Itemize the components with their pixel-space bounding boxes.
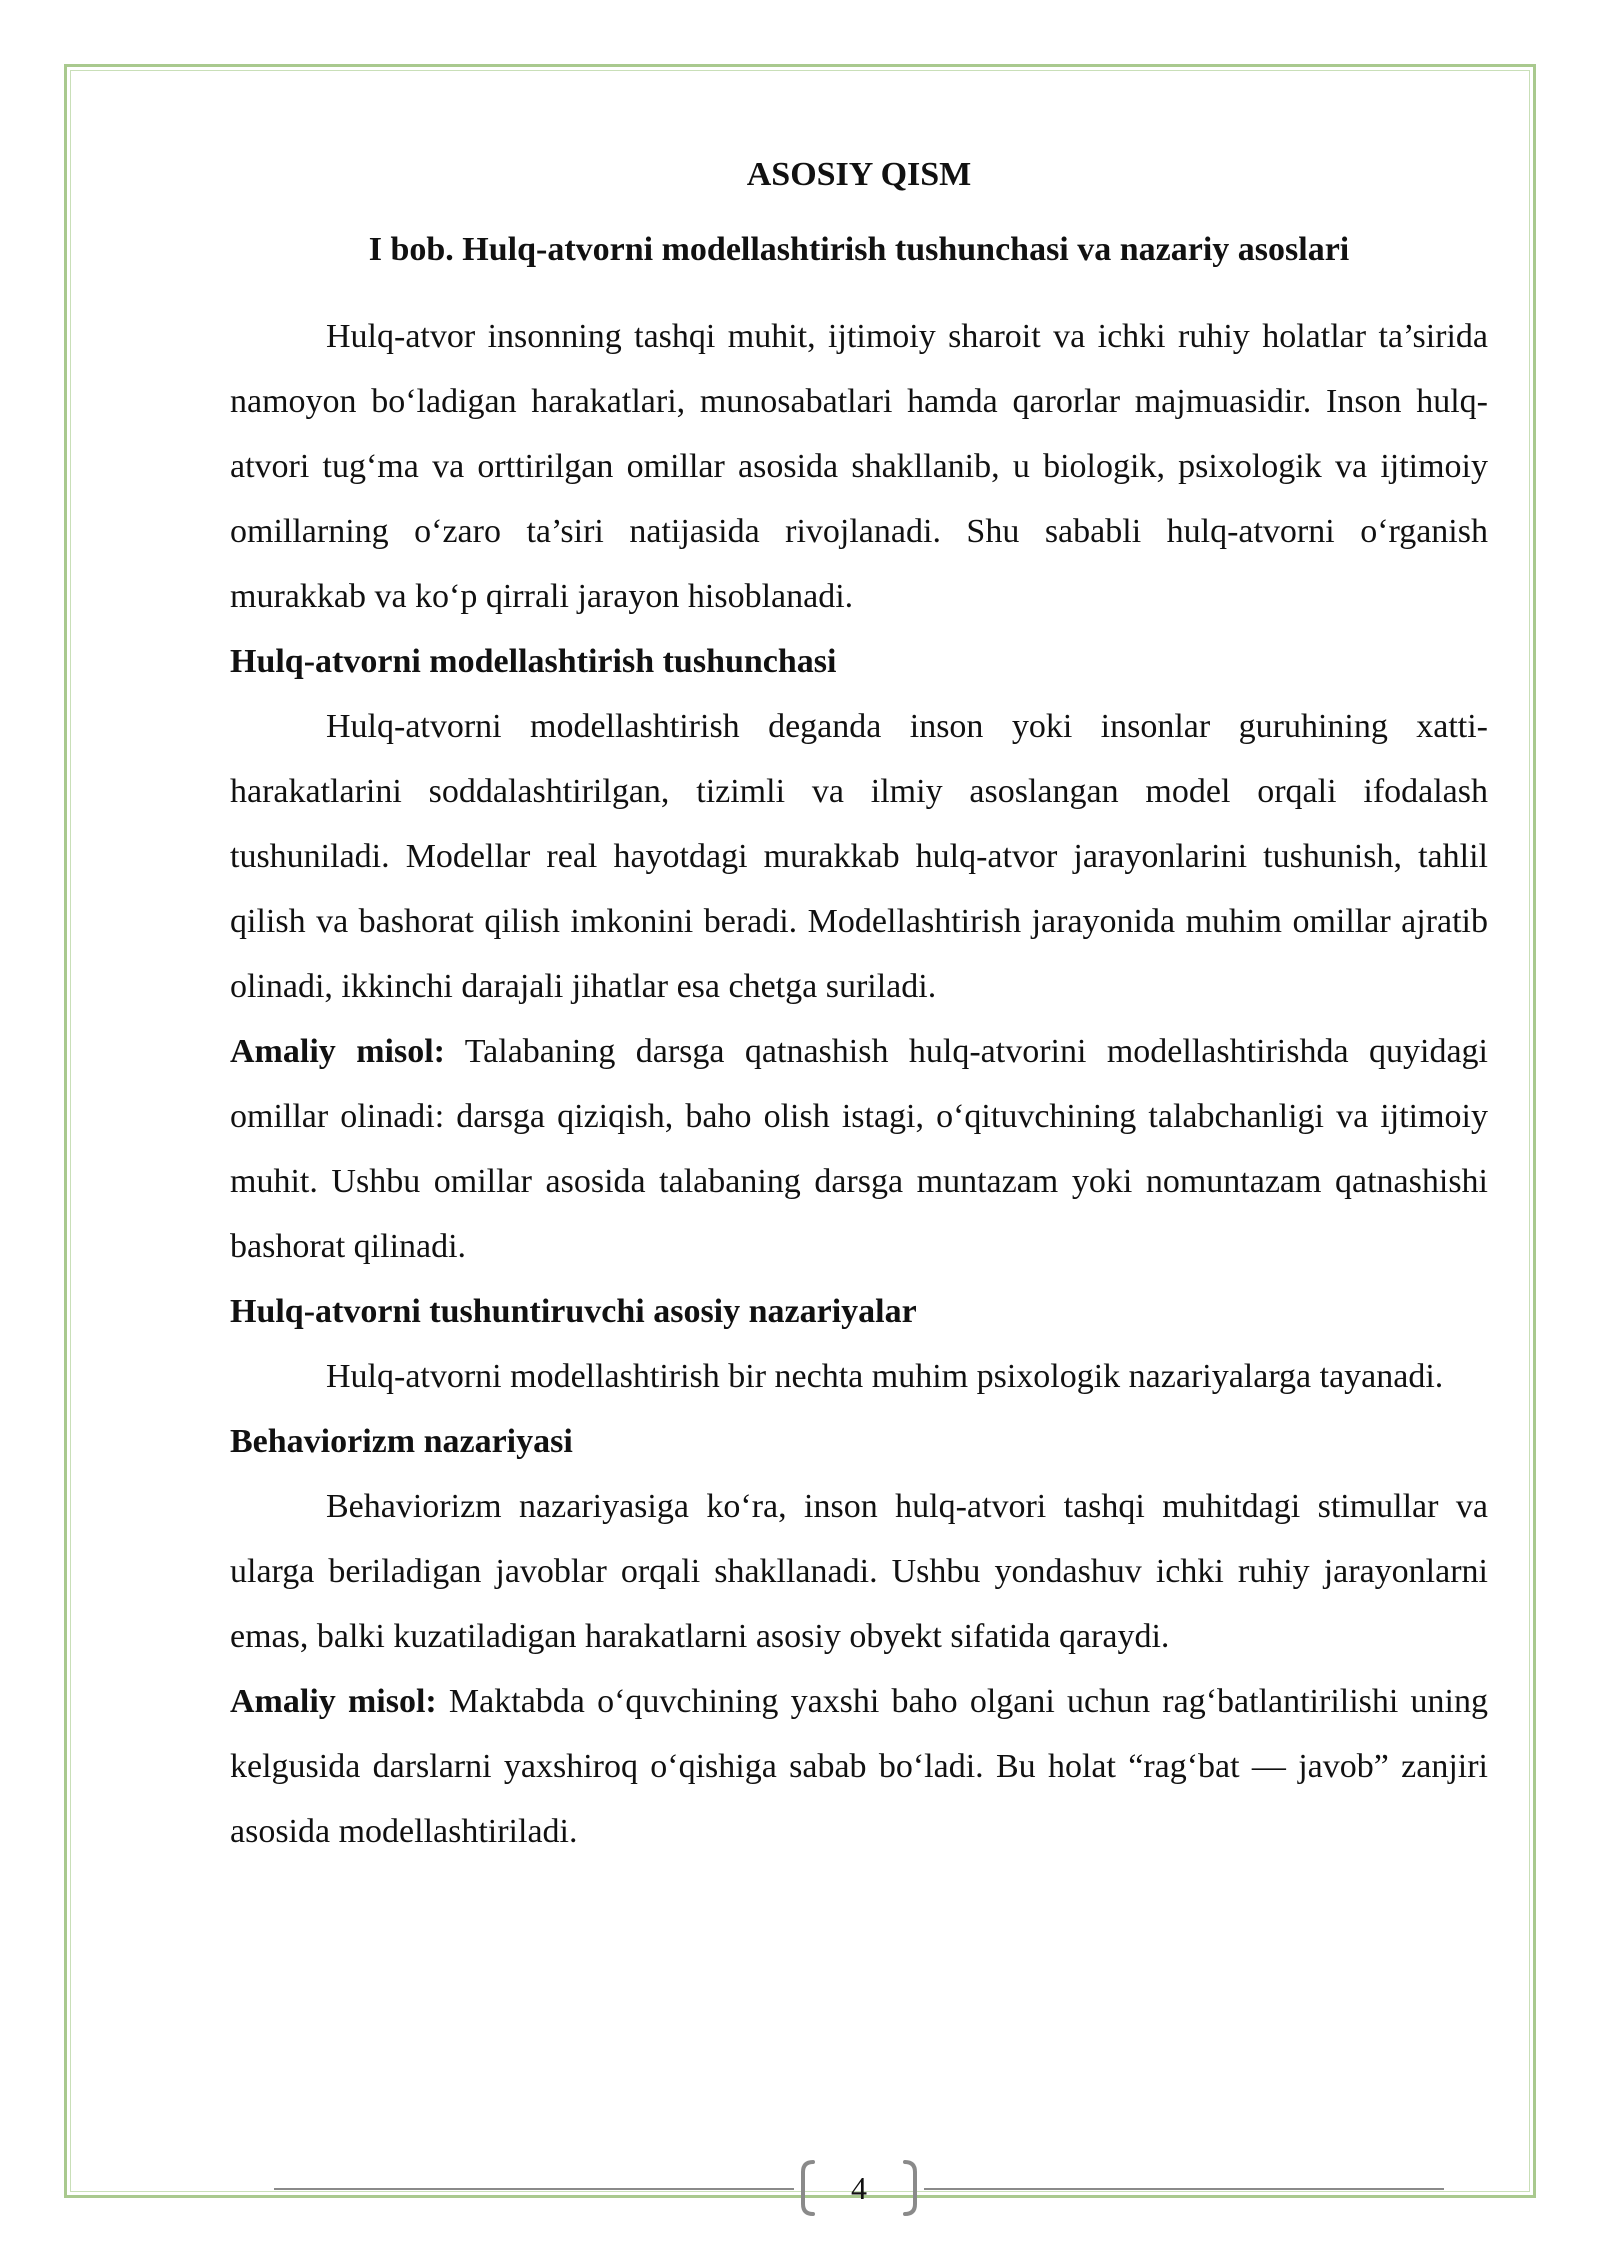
- section-heading-theories: Hulq-atvorni tushuntiruvchi asosiy nazariyalar: [230, 1293, 917, 1330]
- document-body: [230, 140, 1488, 1864]
- example-label: Amaliy misol:: [230, 1033, 445, 1070]
- footer-divider-right: [924, 2188, 1444, 2190]
- page-number: 4: [851, 2170, 867, 2206]
- section-paragraph-modelling-concept: Hulq-atvorni modellashtirish deganda inson yoki insonlar guruhining xatti-harakatlarini soddalashtirilgan, tizimli va ilmiy asoslangan model orqali ifodalash tushuniladi. Modellar real hayotdagi murakkab hulq-atvor jarayonlarini tushunish, tahlil qilish va bashorat qilish imkonini beradi. Modellashtirish jarayonida muhim omillar ajratib olinadi, ikkinchi darajali jihatlar esa chetga suriladi.: [230, 708, 1488, 1005]
- intro-paragraph: Hulq-atvor insonning tashqi muhit, ijtimoiy sharoit va ichki ruhiy holatlar ta’sirida namoyon bo‘ladigan harakatlari, munosabatlari hamda qarorlar majmuasidir. Inson hulq-atvori tug‘ma va orttirilgan omillar asosida shakllanib, u biologik, psixologik va ijtimoiy omillarning o‘zaro ta’siri natijasida rivojlanadi. Shu sababli hulq-atvorni o‘rganish murakkab va ko‘p qirrali jarayon hisoblanadi.: [230, 318, 1488, 615]
- footer-divider-left: [274, 2188, 794, 2190]
- section-heading-behaviorism: Behaviorizm nazariyasi: [230, 1423, 573, 1460]
- example-text: Talabaning darsga qatnashish hulq-atvorini modellashtirishda quyidagi omillar olinadi: darsga qiziqish, baho olish istagi, o‘qituvchining talabchanligi va ijtimoiy muhit. Ushbu omillar asosida talabaning darsga muntazam yoki nomuntazam qatnashishi bashorat qilinadi.: [230, 1033, 1488, 1265]
- example-label: Amaliy misol:: [230, 1683, 437, 1720]
- example-paragraph-1: [230, 1019, 1488, 1279]
- section-paragraph-theories: Hulq-atvorni modellashtirish bir nechta muhim psixologik nazariyalarga tayanadi.: [326, 1358, 1444, 1395]
- example-text: Maktabda o‘quvchining yaxshi baho olgani uchun rag‘batlantirilishi uning kelgusida darslarni yaxshiroq o‘qishiga sabab bo‘ladi. Bu holat “rag‘bat — javob” zanjiri asosida modellashtiriladi.: [230, 1683, 1488, 1850]
- page-title: ASOSIY QISM: [746, 156, 972, 193]
- section-heading-modelling-concept: Hulq-atvorni modellashtirish tushunchasi: [230, 643, 837, 680]
- page-number-frame: [799, 2160, 919, 2216]
- example-paragraph-2: [230, 1669, 1488, 1864]
- chapter-title: I bob. Hulq-atvorni modellashtirish tushunchasi va nazariy asoslari: [368, 231, 1350, 268]
- page-footer: [274, 2158, 1444, 2218]
- section-paragraph-behaviorism: Behaviorizm nazariyasiga ko‘ra, inson hulq-atvori tashqi muhitdagi stimullar va ularga beriladigan javoblar orqali shakllanadi. Ushbu yondashuv ichki ruhiy jarayonlarni emas, balki kuzatiladigan harakatlarni asosiy obyekt sifatida qaraydi.: [230, 1488, 1488, 1655]
